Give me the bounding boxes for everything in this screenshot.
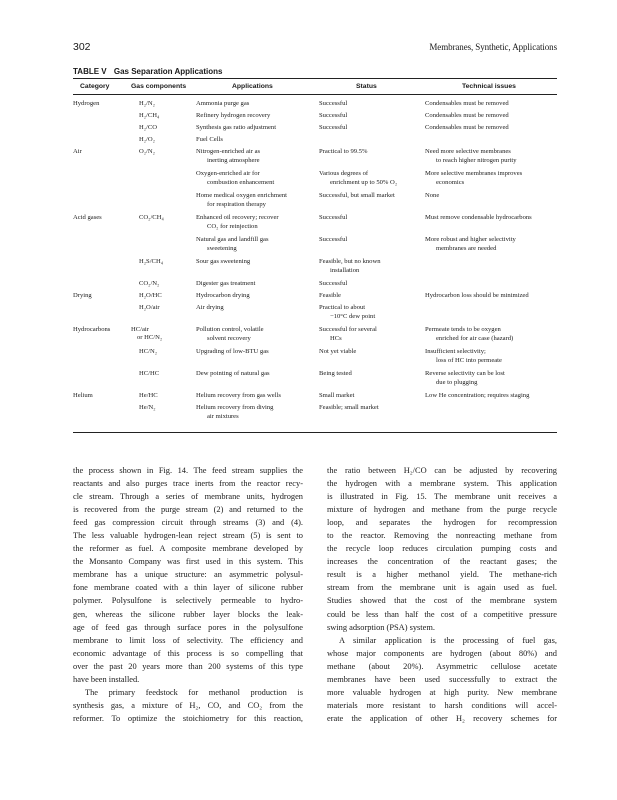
table-cell-gas: He/N₂ <box>139 404 156 411</box>
body-line: result is a higher methanol yield. The methane-rich <box>327 570 557 580</box>
table-cell-application: Sour gas sweetening <box>196 258 251 265</box>
table-cell-status: Successful <box>319 236 348 243</box>
table-cell-technical-issue: membranes are needed <box>436 245 497 252</box>
table-cell-gas: HC/N₂ <box>139 348 158 355</box>
table-caption: Gas Separation Applications <box>113 67 223 76</box>
table-cell-technical-issue: enriched for air case (hazard) <box>436 335 514 342</box>
table-cell-status: Successful <box>319 280 348 287</box>
body-line: the Monsanto Company was first used in this system. This <box>73 557 303 567</box>
table-cell-status: installation <box>330 267 360 274</box>
body-line: have been installed. <box>73 674 140 684</box>
table-cell-gas: H₂O/air <box>139 304 160 311</box>
body-line: reactants and also purges trace inerts from the reactor recy- <box>73 479 303 489</box>
table-cell-status: Successful <box>319 124 348 131</box>
table-bottom-rule <box>73 432 557 433</box>
body-line: synthesis gas, a mixture of H₂, CO, and CO₂ from the <box>73 700 303 710</box>
table-cell-technical-issue: Permeate tends to be oxygen <box>425 326 501 333</box>
table-cell-status: Practical to about <box>319 304 366 311</box>
body-line: fone membrane coated with a thin layer of silicone rubber <box>73 583 303 593</box>
table-cell-application: Digester gas treatment <box>196 280 256 287</box>
table-cell-technical-issue: Hydrocarbon loss should be minimized <box>425 292 529 299</box>
table-cell-gas: O₂/N₂ <box>139 148 155 155</box>
body-line: the hydrogen with a membrane system. This application <box>327 479 557 489</box>
page-number: 302 <box>73 41 91 53</box>
body-line: the process shown in Fig. 14. The feed stream supplies the <box>73 466 303 475</box>
body-line: stream from the membrane unit is again used as fuel. <box>327 583 557 593</box>
table-cell-status: Feasible <box>319 292 341 299</box>
table-cell-gas: CO₂/N₂ <box>139 280 160 287</box>
body-line: is recovered from the purge stream (2) and returned to the <box>73 505 303 515</box>
table-cell-status: HCs <box>330 335 342 342</box>
table-cell-technical-issue: More robust and higher selectivity <box>425 236 516 243</box>
body-column-right <box>327 464 557 725</box>
table-cell-technical-issue: to reach higher nitrogen purity <box>436 157 517 164</box>
table-cell-application: Upgrading of low-BTU gas <box>196 348 269 355</box>
table-cell-gas: HC/HC <box>139 370 160 377</box>
body-line: could be less than half the cost of a competitive pressure <box>327 609 557 619</box>
table-title <box>73 67 223 76</box>
table-cell-status: Successful <box>319 112 348 119</box>
table-cell-category: Hydrocarbons <box>73 326 111 333</box>
table-top-rule <box>73 78 557 79</box>
table-cell-status: Feasible; small market <box>319 404 379 411</box>
body-line: feed gas compression circuit through streams (3) and (4). <box>73 518 303 528</box>
table-cell-status: Successful <box>319 100 348 107</box>
body-line: the recycle loop reduces circulation pumping costs and <box>327 544 557 554</box>
body-line: gen, whereas the silicone rubber layer blocks the leak- <box>73 609 303 619</box>
body-line: swing adsorption (PSA) system. <box>327 622 435 632</box>
table-cell-status: Successful <box>319 214 348 221</box>
table-cell-category: Acid gases <box>73 214 102 221</box>
table-cell-application: Dew pointing of natural gas <box>196 370 270 377</box>
body-line: A similar application is the processing of fuel gas, <box>339 635 557 645</box>
table-cell-application: combustion enhancement <box>207 179 275 186</box>
body-line: economic advantage of this process is so compelling that <box>73 648 303 658</box>
table-cell-technical-issue: Need more selective membranes <box>425 148 511 155</box>
body-line: The primary feedstock for methanol production is <box>85 687 303 697</box>
table-cell-category: Drying <box>73 292 92 299</box>
table-cell-application: Enhanced oil recovery; recover <box>196 214 279 221</box>
table-cell-status: Small market <box>319 392 355 399</box>
table-cell-technical-issue: Condensables must be removed <box>425 124 509 131</box>
body-line: over the past 20 years more than 200 systems of this type <box>73 661 303 671</box>
table-cell-gas: H₂O/HC <box>139 292 162 299</box>
column-header-gas-components: Gas components <box>131 83 187 90</box>
body-line: membrane has a unique structure: an asymmetric polysul- <box>73 570 303 580</box>
body-column-left <box>73 464 303 725</box>
body-line: polymer. Polysulfone is selectively permeable to hydro- <box>73 596 303 606</box>
table-cell-gas: He/HC <box>139 392 158 399</box>
table-cell-status: Various degrees of <box>319 170 369 177</box>
column-header-technical-issues: Technical issues <box>462 83 516 90</box>
table-cell-status: Practical to 99.5% <box>319 148 368 155</box>
table-cell-application: Home medical oxygen enrichment <box>196 192 287 199</box>
table-cell-technical-issue: Condensables must be removed <box>425 112 509 119</box>
body-line: mixture of hydrogen and methane from the purge recycle <box>327 505 557 515</box>
body-line: membranes have been used successfully to extract the <box>327 674 557 684</box>
body-line: materials more resistant to harsh conditions will accel- <box>327 700 557 710</box>
table-cell-status: −10°C dew point <box>330 313 376 320</box>
table-cell-application: air mixtures <box>207 413 239 420</box>
table-cell-application: Refinery hydrogen recovery <box>196 112 271 119</box>
table-cell-technical-issue: Insufficient selectivity; <box>425 348 486 355</box>
body-line: to the reactor. Removing the nonreacting methane from <box>327 531 557 541</box>
body-line: erate the application of other H₂ recovery schemes for <box>327 713 557 723</box>
table-cell-technical-issue: loss of HC into permeate <box>436 357 502 364</box>
table-header-rule <box>73 94 557 95</box>
table-cell-application: solvent recovery <box>207 335 251 342</box>
body-line: membrane to limit loss of selectivity. The efficiency and <box>73 635 303 645</box>
table-cell-status: Successful for several <box>319 326 377 333</box>
table-cell-technical-issue: due to plugging <box>436 379 478 386</box>
table-cell-application: for respiration therapy <box>207 201 266 208</box>
table-cell-application: Oxygen-enriched air for <box>196 170 260 177</box>
table-cell-technical-issue: None <box>425 192 440 199</box>
table-cell-application: Synthesis gas ratio adjustment <box>196 124 277 131</box>
table-cell-category: Air <box>73 148 82 155</box>
table-cell-technical-issue: More selective membranes improves <box>425 170 523 177</box>
table-cell-application: CO₂ for reinjection <box>207 223 258 230</box>
table-cell-application: Fuel Cells <box>196 136 223 143</box>
table-cell-application: Ammonia purge gas <box>196 100 250 107</box>
body-line: Studies showed that the cost of the membrane system <box>327 596 557 606</box>
table-cell-gas: H₂/CO <box>139 124 158 131</box>
table-cell-application: Pollution control, volatile <box>196 326 264 333</box>
body-line: methane (about 20%). Asymmetric cellulose acetate <box>327 661 557 671</box>
column-header-applications: Applications <box>232 83 273 90</box>
table-cell-application: Air drying <box>196 304 224 311</box>
table-cell-technical-issue: Reverse selectivity can be lost <box>425 370 505 377</box>
body-line: is illustrated in Fig. 15. The membrane unit receives a <box>327 492 557 502</box>
body-line: whose major components are hydrogen (about 80%) and <box>327 648 557 658</box>
body-line: cle stream. Through a series of membrane units, hydrogen <box>73 492 303 502</box>
column-header-status: Status <box>356 83 377 90</box>
table-cell-gas: CO₂/CH₄ <box>139 214 164 221</box>
table-cell-application: inerting atmosphere <box>207 157 260 164</box>
table-cell-technical-issue: Low He concentration; requires staging <box>425 392 530 399</box>
table-cell-status: Successful, but small market <box>319 192 395 199</box>
table-cell-gas: H₂/O₂ <box>139 136 155 143</box>
body-line: the ratio between H₂/CO can be adjusted by recovering <box>327 466 557 475</box>
body-line: The less valuable hydrogen-lean reject stream (5) is sent to <box>73 531 303 541</box>
body-line: age of feed gas through surface pores in the polysulfone <box>73 622 303 632</box>
table-cell-application: sweetening <box>207 245 237 252</box>
body-line: loop, and separates the hydrogen for recompression <box>327 518 557 528</box>
table-cell-category: Helium <box>73 392 93 399</box>
table-cell-application: Natural gas and landfill gas <box>196 236 269 243</box>
table-cell-status: enrichment up to 50% O₂ <box>330 179 398 186</box>
page-header <box>73 41 557 55</box>
table-cell-technical-issue: Must remove condensable hydrocarbons <box>425 214 532 221</box>
table-cell-technical-issue: Condensables must be removed <box>425 100 509 107</box>
table-cell-gas: HC/air or HC/N₂ <box>131 326 163 342</box>
table-cell-status: Being tested <box>319 370 352 377</box>
table-cell-application: Helium recovery from gas wells <box>196 392 281 399</box>
column-header-category: Category <box>80 83 110 90</box>
table-cell-application: Nitrogen-enriched air as <box>196 148 261 155</box>
table-cell-gas: H₂/CH₄ <box>139 112 160 119</box>
table-label: TABLE V <box>73 67 107 76</box>
running-title: Membranes, Synthetic, Applications <box>429 42 557 52</box>
body-line: reformer. To optimize the stoichiometry for this reaction, <box>73 713 303 723</box>
table-cell-status: Not yet viable <box>319 348 357 355</box>
table-cell-category: Hydrogen <box>73 100 100 107</box>
table-cell-status: Feasible, but no known <box>319 258 381 265</box>
table-cell-gas: H₂/N₂ <box>139 100 155 107</box>
table-cell-application: Hydrocarbon drying <box>196 292 250 299</box>
body-line: the reformer as fuel. A composite membrane developed by <box>73 544 303 554</box>
table-cell-technical-issue: economics <box>436 179 465 186</box>
body-line: increases the concentration of the reactant gases; the <box>327 557 557 567</box>
table-cell-gas: H₂S/CH₄ <box>139 258 164 265</box>
table-cell-application: Helium recovery from diving <box>196 404 274 411</box>
body-line: more valuable hydrogen at high purity. New membrane <box>327 687 557 697</box>
